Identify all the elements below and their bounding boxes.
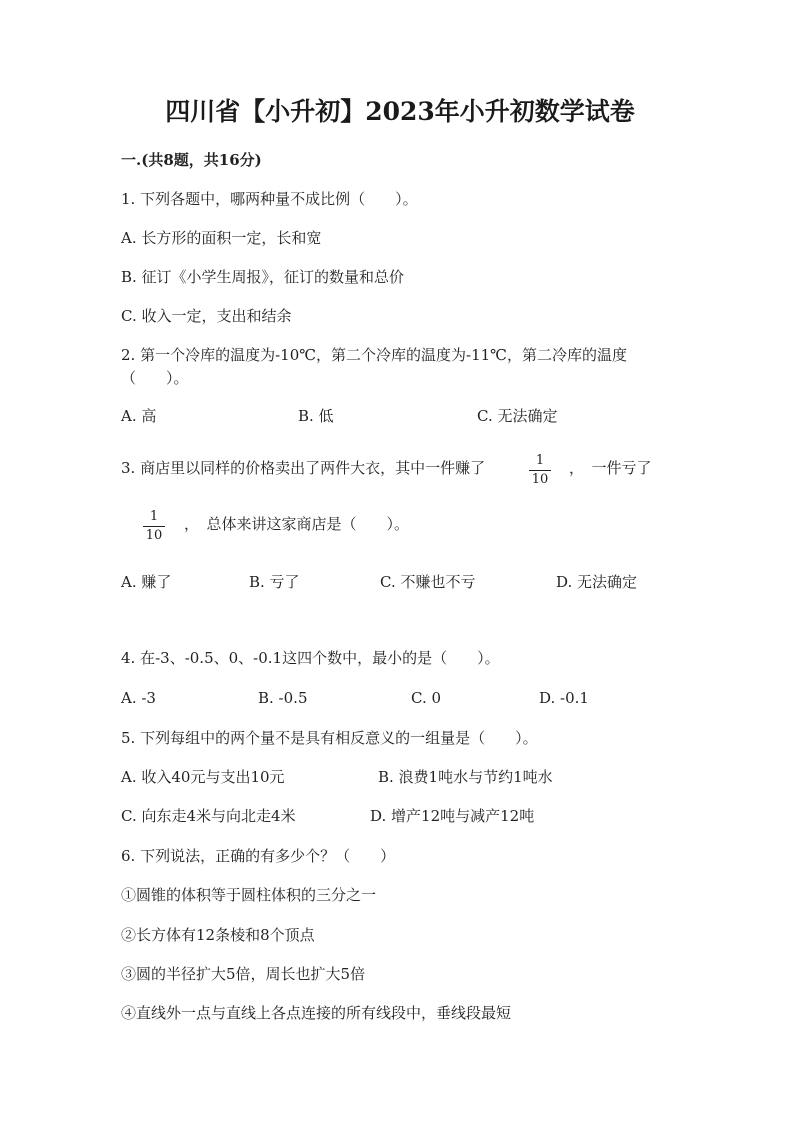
exam-title: 四川省【小升初】2023年小升初数学试卷	[165, 97, 635, 126]
fraction-numerator: 1	[149, 509, 159, 524]
question-1-option-b: B. 征订《小学生周报》，征订的数量和总价	[121, 268, 405, 286]
question-3-option-a: A. 赚了	[121, 573, 172, 591]
question-1-option-c: C. 收入一定，支出和结余	[121, 307, 292, 325]
question-3-option-c: C. 不赚也不亏	[380, 573, 476, 591]
question-2-stem-line1: 2. 第一个冷库的温度为-10℃，第二个冷库的温度为-11℃，第二冷库的温度	[121, 346, 627, 364]
question-3-stem-line1: 3. 商店里以同样的价格卖出了两件大衣，其中一件赚了	[121, 459, 486, 477]
question-6-statement-3: ③圆的半径扩大5倍，周长也扩大5倍	[121, 965, 366, 983]
question-2-option-c: C. 无法确定	[477, 407, 558, 425]
question-2-option-a: A. 高	[121, 407, 157, 425]
question-1-stem: 1. 下列各题中，哪两种量不成比例（ ）。	[121, 190, 418, 208]
fraction-denominator: 10	[145, 528, 163, 543]
question-1-option-a: A. 长方形的面积一定，长和宽	[121, 229, 322, 247]
question-5-option-a: A. 收入40元与支出10元	[121, 768, 285, 786]
fraction-bar	[529, 470, 551, 471]
question-4-option-b: B. -0.5	[258, 689, 308, 707]
question-6-statement-4: ④直线外一点与直线上各点连接的所有线段中，垂线段最短	[121, 1004, 512, 1022]
question-5-option-b: B. 浪费1吨水与节约1吨水	[378, 768, 553, 786]
fraction-bar	[143, 526, 165, 527]
question-4-option-d: D. -0.1	[539, 689, 589, 707]
fraction-numerator: 1	[535, 453, 545, 468]
question-6-statement-1: ①圆锥的体积等于圆柱体积的三分之一	[121, 886, 377, 904]
question-6-statement-2: ②长方体有12条棱和8个顶点	[121, 926, 315, 944]
question-3-stem-mid: ， 一件亏了	[569, 459, 652, 477]
question-5-stem: 5. 下列每组中的两个量不是具有相反意义的一组量是（ ）。	[121, 729, 538, 747]
fraction-one-tenth	[141, 509, 167, 544]
fraction-denominator: 10	[531, 472, 549, 487]
question-2-stem-line2: （ ）。	[121, 369, 189, 387]
question-4-option-c: C. 0	[411, 689, 442, 707]
question-6-stem: 6. 下列说法，正确的有多少个？（ ）	[121, 847, 396, 865]
question-5-option-c: C. 向东走4米与向北走4米	[121, 807, 296, 825]
question-3-option-b: B. 亏了	[249, 573, 300, 591]
question-4-option-a: A. -3	[121, 689, 156, 707]
question-2-option-b: B. 低	[298, 407, 334, 425]
fraction-one-tenth	[527, 453, 553, 488]
question-3-stem-line2: ， 总体来讲这家商店是（ ）。	[184, 515, 410, 533]
question-5-option-d: D. 增产12吨与减产12吨	[370, 807, 535, 825]
question-3-option-d: D. 无法确定	[556, 573, 638, 591]
question-4-stem: 4. 在-3、-0.5、0、-0.1这四个数中，最小的是（ ）。	[121, 649, 500, 667]
section-heading: 一.(共8题，共16分)	[121, 151, 262, 169]
